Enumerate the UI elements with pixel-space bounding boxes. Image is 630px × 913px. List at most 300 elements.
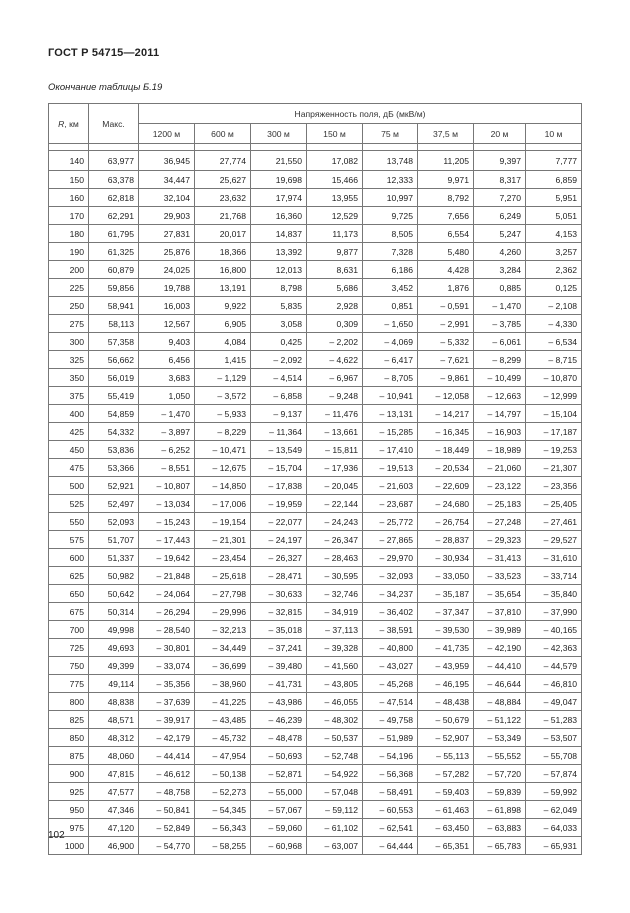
max-cell: 49,998 (89, 621, 139, 639)
max-cell: 56,662 (89, 351, 139, 369)
value-cell: – 35,018 (251, 621, 307, 639)
value-cell: 7,656 (418, 207, 474, 225)
value-cell: 9,725 (363, 207, 418, 225)
value-cell: – 8,715 (526, 351, 582, 369)
value-cell: 8,631 (307, 261, 363, 279)
value-cell: – 9,248 (307, 387, 363, 405)
value-cell: – 29,996 (195, 603, 251, 621)
max-cell: 52,921 (89, 477, 139, 495)
value-cell: – 32,093 (363, 567, 418, 585)
value-cell: – 19,154 (195, 513, 251, 531)
value-cell: 13,191 (195, 279, 251, 297)
table-row (49, 225, 582, 243)
value-cell: – 48,478 (251, 729, 307, 747)
value-cell: – 18,989 (474, 441, 526, 459)
value-cell: – 62,049 (526, 801, 582, 819)
value-cell: – 50,841 (139, 801, 195, 819)
value-cell: – 10,471 (195, 441, 251, 459)
value-cell: – 48,438 (418, 693, 474, 711)
distance-cell: 575 (49, 531, 89, 549)
table-row (49, 261, 582, 279)
table-row (49, 477, 582, 495)
distance-cell: 875 (49, 747, 89, 765)
value-cell: – 6,534 (526, 333, 582, 351)
max-cell: 56,019 (89, 369, 139, 387)
value-cell: 5,686 (307, 279, 363, 297)
value-cell: – 37,347 (418, 603, 474, 621)
value-cell: – 47,514 (363, 693, 418, 711)
distance-cell: 900 (49, 765, 89, 783)
value-cell: – 25,618 (195, 567, 251, 585)
table-row (49, 189, 582, 207)
table-row (49, 549, 582, 567)
value-cell: 11,205 (418, 151, 474, 171)
table-row (49, 657, 582, 675)
value-cell: 17,082 (307, 151, 363, 171)
distance-cell: 140 (49, 151, 89, 171)
table-row (49, 711, 582, 729)
field-strength-table (48, 103, 582, 855)
distance-cell: 650 (49, 585, 89, 603)
value-cell: – 9,137 (251, 405, 307, 423)
value-cell: – 33,074 (139, 657, 195, 675)
value-cell: 9,922 (195, 297, 251, 315)
table-row (49, 333, 582, 351)
value-cell: 6,905 (195, 315, 251, 333)
value-cell: – 27,248 (474, 513, 526, 531)
value-cell: – 9,861 (418, 369, 474, 387)
value-cell: – 24,243 (307, 513, 363, 531)
value-cell: 36,945 (139, 151, 195, 171)
value-cell: – 28,463 (307, 549, 363, 567)
table-row (49, 171, 582, 189)
header-field-strength: Напряженность поля, дБ (мкВ/м) (139, 104, 582, 124)
value-cell: – 30,801 (139, 639, 195, 657)
value-cell: – 8,705 (363, 369, 418, 387)
value-cell: – 3,572 (195, 387, 251, 405)
table-row (49, 423, 582, 441)
value-cell: 9,403 (139, 333, 195, 351)
value-cell: – 61,102 (307, 819, 363, 837)
table-row (49, 819, 582, 837)
max-cell: 49,114 (89, 675, 139, 693)
value-cell: – 58,255 (195, 837, 251, 855)
value-cell: 11,173 (307, 225, 363, 243)
value-cell: – 43,027 (363, 657, 418, 675)
value-cell: 5,051 (526, 207, 582, 225)
value-cell: – 32,815 (251, 603, 307, 621)
max-cell: 53,836 (89, 441, 139, 459)
value-cell: – 59,992 (526, 783, 582, 801)
value-cell: – 13,034 (139, 495, 195, 513)
distance-cell: 700 (49, 621, 89, 639)
value-cell: – 21,307 (526, 459, 582, 477)
distance-cell: 550 (49, 513, 89, 531)
max-cell: 50,642 (89, 585, 139, 603)
value-cell: – 33,050 (418, 567, 474, 585)
value-cell: 4,153 (526, 225, 582, 243)
value-cell: 6,186 (363, 261, 418, 279)
table-row (49, 837, 582, 855)
value-cell: – 15,811 (307, 441, 363, 459)
max-cell: 50,982 (89, 567, 139, 585)
value-cell: – 35,187 (418, 585, 474, 603)
value-cell: – 41,225 (195, 693, 251, 711)
distance-cell: 425 (49, 423, 89, 441)
value-cell: 12,529 (307, 207, 363, 225)
value-cell: – 14,217 (418, 405, 474, 423)
value-cell: – 57,874 (526, 765, 582, 783)
value-cell: – 4,069 (363, 333, 418, 351)
value-cell: – 27,798 (195, 585, 251, 603)
value-cell: – 45,732 (195, 729, 251, 747)
value-cell: – 24,197 (251, 531, 307, 549)
max-cell: 58,113 (89, 315, 139, 333)
value-cell: – 59,403 (418, 783, 474, 801)
value-cell: 8,505 (363, 225, 418, 243)
distance-cell: 825 (49, 711, 89, 729)
value-cell: – 22,077 (251, 513, 307, 531)
distance-cell: 225 (49, 279, 89, 297)
value-cell: – 26,347 (307, 531, 363, 549)
table-row (49, 729, 582, 747)
max-cell: 60,879 (89, 261, 139, 279)
value-cell: – 54,345 (195, 801, 251, 819)
value-cell: – 25,183 (474, 495, 526, 513)
header-height: 10 м (526, 124, 582, 144)
max-cell: 61,795 (89, 225, 139, 243)
value-cell: 3,058 (251, 315, 307, 333)
value-cell: – 15,104 (526, 405, 582, 423)
value-cell: – 58,491 (363, 783, 418, 801)
value-cell: 25,876 (139, 243, 195, 261)
value-cell: – 43,959 (418, 657, 474, 675)
distance-cell: 200 (49, 261, 89, 279)
value-cell: 13,392 (251, 243, 307, 261)
max-cell: 63,977 (89, 151, 139, 171)
max-cell: 55,419 (89, 387, 139, 405)
value-cell: 13,748 (363, 151, 418, 171)
value-cell: – 46,810 (526, 675, 582, 693)
value-cell: – 44,579 (526, 657, 582, 675)
value-cell: – 36,699 (195, 657, 251, 675)
value-cell: – 22,144 (307, 495, 363, 513)
value-cell: 4,260 (474, 243, 526, 261)
value-cell: 18,366 (195, 243, 251, 261)
value-cell: – 42,190 (474, 639, 526, 657)
value-cell: – 8,299 (474, 351, 526, 369)
table-row (49, 621, 582, 639)
distance-cell: 170 (49, 207, 89, 225)
table-row (49, 513, 582, 531)
distance-cell: 950 (49, 801, 89, 819)
value-cell: – 46,195 (418, 675, 474, 693)
value-cell: – 35,654 (474, 585, 526, 603)
value-cell: 27,831 (139, 225, 195, 243)
value-cell: – 55,708 (526, 747, 582, 765)
distance-cell: 250 (49, 297, 89, 315)
distance-cell: 400 (49, 405, 89, 423)
value-cell: – 57,720 (474, 765, 526, 783)
header-height: 75 м (363, 124, 418, 144)
value-cell: – 39,989 (474, 621, 526, 639)
table-row (49, 801, 582, 819)
distance-cell: 750 (49, 657, 89, 675)
value-cell: 1,415 (195, 351, 251, 369)
value-cell: – 21,603 (363, 477, 418, 495)
value-cell: – 48,302 (307, 711, 363, 729)
value-cell: – 41,560 (307, 657, 363, 675)
value-cell: – 47,954 (195, 747, 251, 765)
max-cell: 46,900 (89, 837, 139, 855)
value-cell: – 46,612 (139, 765, 195, 783)
table-row (49, 405, 582, 423)
value-cell: – 40,800 (363, 639, 418, 657)
value-cell: 7,270 (474, 189, 526, 207)
value-cell: – 6,061 (474, 333, 526, 351)
value-cell: 8,317 (474, 171, 526, 189)
table-row (49, 783, 582, 801)
table-row (49, 151, 582, 171)
value-cell: 8,792 (418, 189, 474, 207)
table-row (49, 207, 582, 225)
table-row (49, 747, 582, 765)
max-cell: 49,399 (89, 657, 139, 675)
max-cell: 48,060 (89, 747, 139, 765)
value-cell: – 24,680 (418, 495, 474, 513)
value-cell: 6,859 (526, 171, 582, 189)
value-cell: – 59,060 (251, 819, 307, 837)
value-cell: – 52,871 (251, 765, 307, 783)
value-cell: – 6,858 (251, 387, 307, 405)
distance-cell: 675 (49, 603, 89, 621)
max-cell: 47,815 (89, 765, 139, 783)
max-cell: 48,571 (89, 711, 139, 729)
distance-cell: 475 (49, 459, 89, 477)
table-row (49, 585, 582, 603)
value-cell: 0,885 (474, 279, 526, 297)
value-cell: – 32,213 (195, 621, 251, 639)
value-cell: – 15,243 (139, 513, 195, 531)
value-cell: – 26,754 (418, 513, 474, 531)
value-cell: – 8,229 (195, 423, 251, 441)
value-cell: – 29,527 (526, 531, 582, 549)
value-cell: – 17,443 (139, 531, 195, 549)
value-cell: – 1,470 (139, 405, 195, 423)
value-cell: – 22,609 (418, 477, 474, 495)
value-cell: 16,003 (139, 297, 195, 315)
value-cell: – 43,485 (195, 711, 251, 729)
value-cell: 8,798 (251, 279, 307, 297)
value-cell: – 51,283 (526, 711, 582, 729)
value-cell: – 21,060 (474, 459, 526, 477)
distance-cell: 375 (49, 387, 89, 405)
value-cell: 6,456 (139, 351, 195, 369)
value-cell: 7,777 (526, 151, 582, 171)
value-cell: – 26,294 (139, 603, 195, 621)
value-cell: – 55,552 (474, 747, 526, 765)
value-cell: – 4,514 (251, 369, 307, 387)
value-cell: – 55,113 (418, 747, 474, 765)
value-cell: – 37,639 (139, 693, 195, 711)
table-row (49, 369, 582, 387)
value-cell: – 16,903 (474, 423, 526, 441)
value-cell: – 10,807 (139, 477, 195, 495)
value-cell: – 35,840 (526, 585, 582, 603)
max-cell: 58,941 (89, 297, 139, 315)
value-cell: 6,249 (474, 207, 526, 225)
value-cell: – 57,048 (307, 783, 363, 801)
value-cell: – 25,405 (526, 495, 582, 513)
value-cell: – 2,108 (526, 297, 582, 315)
max-cell: 48,312 (89, 729, 139, 747)
value-cell: – 11,476 (307, 405, 363, 423)
value-cell: – 23,122 (474, 477, 526, 495)
value-cell: – 39,530 (418, 621, 474, 639)
value-cell: – 53,507 (526, 729, 582, 747)
distance-cell: 925 (49, 783, 89, 801)
value-cell: – 23,454 (195, 549, 251, 567)
value-cell: – 26,327 (251, 549, 307, 567)
value-cell: 21,550 (251, 151, 307, 171)
value-cell: 13,955 (307, 189, 363, 207)
value-cell: – 3,897 (139, 423, 195, 441)
value-cell: 4,084 (195, 333, 251, 351)
value-cell: – 25,772 (363, 513, 418, 531)
value-cell: – 40,165 (526, 621, 582, 639)
max-cell: 62,291 (89, 207, 139, 225)
value-cell: – 10,870 (526, 369, 582, 387)
max-cell: 47,346 (89, 801, 139, 819)
distance-cell: 190 (49, 243, 89, 261)
value-cell: – 55,000 (251, 783, 307, 801)
value-cell: – 10,941 (363, 387, 418, 405)
value-cell: 9,971 (418, 171, 474, 189)
max-cell: 57,358 (89, 333, 139, 351)
value-cell: – 61,898 (474, 801, 526, 819)
value-cell: – 54,922 (307, 765, 363, 783)
value-cell: – 42,179 (139, 729, 195, 747)
value-cell: – 65,351 (418, 837, 474, 855)
table-row (49, 765, 582, 783)
value-cell: – 17,410 (363, 441, 418, 459)
value-cell: – 16,345 (418, 423, 474, 441)
value-cell: – 65,931 (526, 837, 582, 855)
value-cell: 1,876 (418, 279, 474, 297)
value-cell: – 32,746 (307, 585, 363, 603)
value-cell: – 2,991 (418, 315, 474, 333)
header-height: 1200 м (139, 124, 195, 144)
value-cell: 23,632 (195, 189, 251, 207)
value-cell: – 52,273 (195, 783, 251, 801)
table-caption: Окончание таблицы Б.19 (48, 82, 163, 93)
value-cell: 25,627 (195, 171, 251, 189)
value-cell: – 50,537 (307, 729, 363, 747)
value-cell: 32,104 (139, 189, 195, 207)
value-cell: – 57,067 (251, 801, 307, 819)
value-cell: – 12,663 (474, 387, 526, 405)
value-cell: 19,788 (139, 279, 195, 297)
value-cell: – 14,850 (195, 477, 251, 495)
value-cell: 3,284 (474, 261, 526, 279)
value-cell: – 24,064 (139, 585, 195, 603)
value-cell: – 6,252 (139, 441, 195, 459)
value-cell: – 39,328 (307, 639, 363, 657)
value-cell: – 3,785 (474, 315, 526, 333)
max-cell: 52,497 (89, 495, 139, 513)
table-row (49, 495, 582, 513)
value-cell: – 28,837 (418, 531, 474, 549)
table-row (49, 675, 582, 693)
value-cell: – 23,687 (363, 495, 418, 513)
value-cell: – 60,553 (363, 801, 418, 819)
value-cell: – 60,968 (251, 837, 307, 855)
header-max: Макс. (89, 104, 139, 144)
field-strength-table-container (48, 103, 581, 855)
value-cell: 12,333 (363, 171, 418, 189)
value-cell: – 19,253 (526, 441, 582, 459)
value-cell: – 49,047 (526, 693, 582, 711)
value-cell: – 51,122 (474, 711, 526, 729)
value-cell: 3,683 (139, 369, 195, 387)
table-row (49, 441, 582, 459)
value-cell: – 44,410 (474, 657, 526, 675)
value-cell: – 29,970 (363, 549, 418, 567)
value-cell: – 2,092 (251, 351, 307, 369)
value-cell: 24,025 (139, 261, 195, 279)
max-cell: 50,314 (89, 603, 139, 621)
value-cell: – 12,675 (195, 459, 251, 477)
value-cell: – 7,621 (418, 351, 474, 369)
distance-cell: 850 (49, 729, 89, 747)
value-cell: – 30,934 (418, 549, 474, 567)
value-cell: – 13,131 (363, 405, 418, 423)
value-cell: 3,452 (363, 279, 418, 297)
value-cell: – 64,033 (526, 819, 582, 837)
value-cell: – 10,499 (474, 369, 526, 387)
value-cell: 7,328 (363, 243, 418, 261)
distance-cell: 500 (49, 477, 89, 495)
value-cell: – 28,471 (251, 567, 307, 585)
max-cell: 63,378 (89, 171, 139, 189)
value-cell: 17,974 (251, 189, 307, 207)
value-cell: – 43,986 (251, 693, 307, 711)
value-cell: – 4,330 (526, 315, 582, 333)
value-cell: 29,903 (139, 207, 195, 225)
max-cell: 52,093 (89, 513, 139, 531)
value-cell: – 37,241 (251, 639, 307, 657)
value-cell: – 6,967 (307, 369, 363, 387)
max-cell: 59,856 (89, 279, 139, 297)
value-cell: 0,125 (526, 279, 582, 297)
value-cell: – 35,356 (139, 675, 195, 693)
distance-cell: 600 (49, 549, 89, 567)
page-number: 102 (48, 830, 65, 841)
value-cell: – 39,917 (139, 711, 195, 729)
value-cell: 5,480 (418, 243, 474, 261)
value-cell: – 13,661 (307, 423, 363, 441)
max-cell: 54,859 (89, 405, 139, 423)
max-cell: 62,818 (89, 189, 139, 207)
value-cell: – 30,633 (251, 585, 307, 603)
value-cell: 2,928 (307, 297, 363, 315)
header-height: 150 м (307, 124, 363, 144)
value-cell: 1,050 (139, 387, 195, 405)
value-cell: – 1,470 (474, 297, 526, 315)
value-cell: – 12,999 (526, 387, 582, 405)
value-cell: – 6,417 (363, 351, 418, 369)
value-cell: 21,768 (195, 207, 251, 225)
